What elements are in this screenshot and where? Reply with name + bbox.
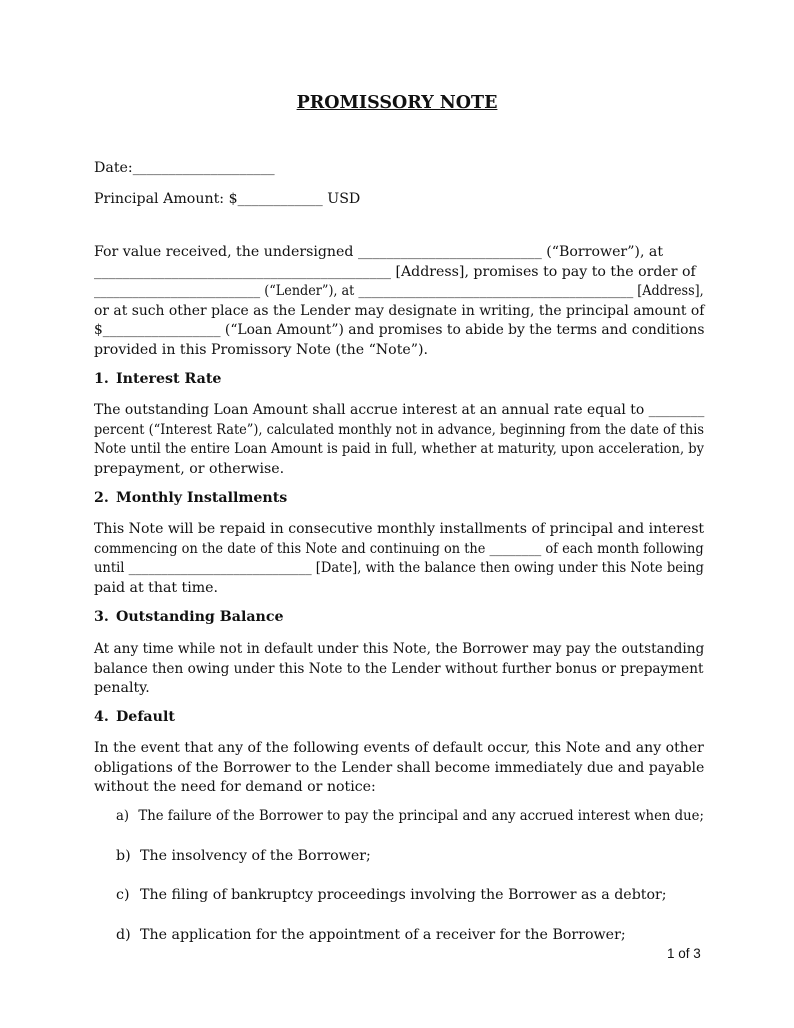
section-body-default xyxy=(94,739,706,798)
section-body-monthly-installments xyxy=(94,520,706,598)
intro-line: provided in this Promissory Note (the “Note”). xyxy=(94,341,429,358)
section-number: 4. xyxy=(94,709,109,725)
section-heading-outstanding-balance xyxy=(94,609,284,625)
body-line: commencing on the date of this Note and continuing on the ________ of each month following xyxy=(94,540,704,557)
body-line: until ____________________________ [Date], with the balance then owing under this Note being xyxy=(94,560,704,577)
list-item xyxy=(116,927,626,943)
body-line: obligations of the Borrower to the Lender shall become immediately due and payable xyxy=(94,759,705,776)
intro-paragraph xyxy=(94,243,706,361)
section-number: 1. xyxy=(94,371,109,387)
list-item xyxy=(116,887,667,903)
body-line: This Note will be repaid in consecutive monthly installments of principal and interest xyxy=(94,521,705,537)
section-heading-interest-rate xyxy=(94,371,221,387)
section-body-interest-rate xyxy=(94,401,706,479)
section-title: Default xyxy=(116,709,175,725)
list-marker: c) xyxy=(116,887,130,903)
intro-line: __________________________ (“Lender”), at ___________________________________________ [Address], xyxy=(94,283,704,300)
section-number: 2. xyxy=(94,490,109,506)
section-heading-monthly-installments xyxy=(94,490,287,506)
section-title: Monthly Installments xyxy=(116,490,288,506)
body-line: penalty. xyxy=(94,680,150,697)
body-line: without the need for demand or notice: xyxy=(94,779,376,796)
body-line: Note until the entire Loan Amount is paid in full, whether at maturity, upon acceleration, by xyxy=(94,441,704,458)
section-title: Interest Rate xyxy=(116,371,222,387)
principal-amount-line: Principal Amount: $____________ USD xyxy=(94,191,361,207)
body-line: In the event that any of the following events of default occur, this Note and any other xyxy=(94,740,704,756)
document-title: PROMISSORY NOTE xyxy=(296,93,498,113)
date-line: Date:____________________ xyxy=(94,160,275,176)
list-marker: d) xyxy=(116,927,131,943)
body-line: percent (“Interest Rate”), calculated monthly not in advance, beginning from the date of this xyxy=(94,421,704,438)
body-line: The outstanding Loan Amount shall accrue interest at an annual rate equal to ________ xyxy=(94,402,705,418)
body-line: At any time while not in default under this Note, the Borrower may pay the outstanding xyxy=(94,641,705,657)
page-indicator: 1 of 3 xyxy=(667,946,701,961)
body-line: prepayment, or otherwise. xyxy=(94,460,285,477)
list-item-text: The filing of bankruptcy proceedings involving the Borrower as a debtor; xyxy=(140,887,667,903)
section-heading-default xyxy=(94,709,175,725)
list-marker: a) xyxy=(116,808,130,824)
list-item xyxy=(116,808,704,824)
intro-line: or at such other place as the Lender may designate in writing, the principal amount of xyxy=(94,302,705,319)
intro-line: __________________________________________ [Address], promises to pay to the order of xyxy=(94,263,696,280)
section-body-outstanding-balance xyxy=(94,640,706,699)
section-title: Outstanding Balance xyxy=(116,609,284,625)
list-item-text: The failure of the Borrower to pay the principal and any accrued interest when due; xyxy=(138,808,704,824)
intro-line: For value received, the undersigned __________________________ (“Borrower”), at xyxy=(94,244,664,260)
list-item-text: The insolvency of the Borrower; xyxy=(140,848,371,864)
body-line: paid at that time. xyxy=(94,579,219,596)
list-marker: b) xyxy=(116,848,131,864)
list-item-text: The application for the appointment of a receiver for the Borrower; xyxy=(140,927,626,943)
list-item xyxy=(116,848,371,864)
intro-line: $_________________ (“Loan Amount”) and promises to abide by the terms and conditions xyxy=(94,322,705,339)
body-line: balance then owing under this Note to the Lender without further bonus or prepayment xyxy=(94,660,704,677)
section-number: 3. xyxy=(94,609,109,625)
